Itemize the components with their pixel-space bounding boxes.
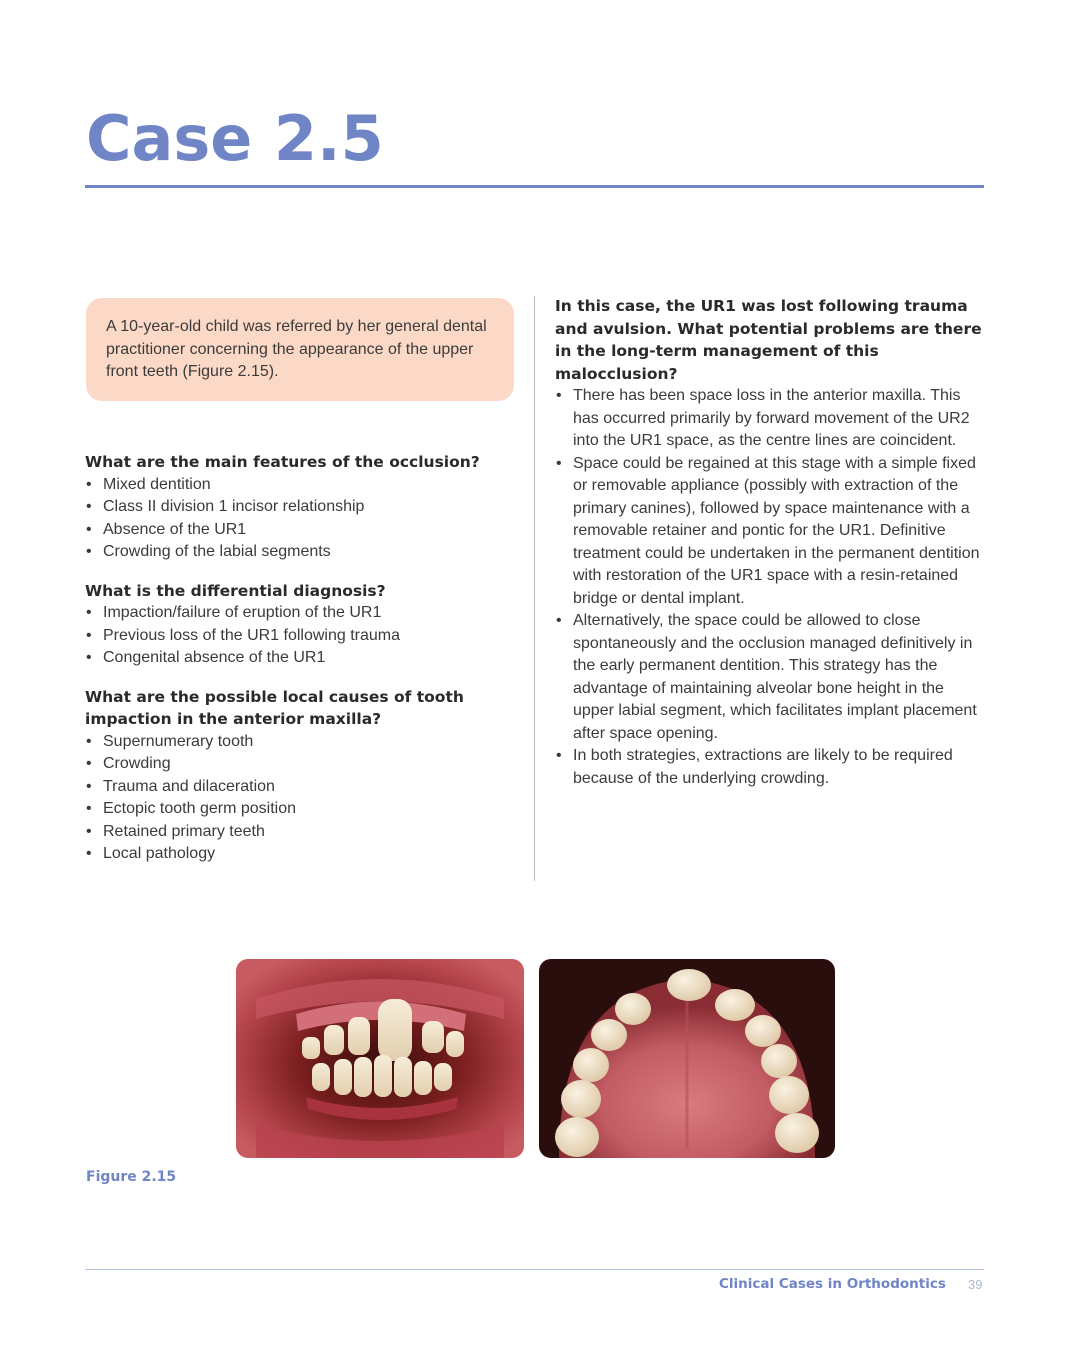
question-differential-diagnosis: What is the differential diagnosis? bbox=[85, 581, 386, 600]
list-item: • There has been space loss in the anterior maxilla. This has occurred primarily by forward movement of the UR2 into the UR1 space, as the centre lines are coincident. bbox=[555, 385, 987, 453]
list-item: • Alternatively, the space could be allowed to close spontaneously and the occlusion managed definitively in the early permanent dentition. This strategy has the advantage of maintaining alveolar bone height in the upper labial segment, which facilitates implant placement after space opening. bbox=[555, 610, 987, 745]
list-item: • Class II division 1 incisor relationship bbox=[85, 496, 525, 519]
list-item: • Local pathology bbox=[85, 843, 525, 866]
differential-diagnosis-list bbox=[85, 602, 525, 670]
list-item: • Mixed dentition bbox=[85, 474, 525, 497]
figure-caption: Figure 2.15 bbox=[86, 1169, 177, 1185]
frontal-intraoral-photo bbox=[236, 959, 524, 1158]
column-divider bbox=[534, 296, 535, 881]
list-item: • Space could be regained at this stage with a simple fixed or removable appliance (possibly with extraction of the primary canines), followed by space maintenance with a removable retainer and pontic for the UR1. Definitive treatment could be undertaken in the permanent dentition with restoration of the UR1 space with a resin-retained bridge or dental implant. bbox=[555, 453, 987, 611]
list-item: • Crowding of the labial segments bbox=[85, 541, 525, 564]
frontal-teeth-illustration bbox=[236, 959, 524, 1158]
question-long-term-problems: In this case, the UR1 was lost following trauma and avulsion. What potential problems are there in the long-term management of this malocclusion? bbox=[555, 297, 982, 383]
occlusal-intraoral-photo bbox=[539, 959, 835, 1158]
list-item: • Retained primary teeth bbox=[85, 821, 525, 844]
list-item: • In both strategies, extractions are likely to be required because of the underlying crowding. bbox=[555, 745, 987, 790]
list-item: • Crowding bbox=[85, 753, 525, 776]
list-item: • Congenital absence of the UR1 bbox=[85, 647, 525, 670]
footer-rule bbox=[85, 1269, 984, 1270]
local-causes-list bbox=[85, 731, 525, 866]
intro-text: A 10-year-old child was referred by her general dental practitioner concerning the appearance of the upper front teeth (Figure 2.15). bbox=[106, 318, 487, 380]
question-occlusion-features: What are the main features of the occlusion? bbox=[85, 453, 480, 471]
question-local-causes: What are the possible local causes of tooth impaction in the anterior maxilla? bbox=[85, 687, 464, 728]
left-column bbox=[85, 451, 525, 866]
list-item: • Ectopic tooth germ position bbox=[85, 798, 525, 821]
list-item: • Absence of the UR1 bbox=[85, 519, 525, 542]
case-title: Case 2.5 bbox=[86, 102, 384, 175]
occlusal-arch-illustration bbox=[539, 959, 835, 1158]
intro-box bbox=[86, 298, 514, 401]
footer-book-title: Clinical Cases in Orthodontics bbox=[719, 1276, 946, 1292]
list-item: • Impaction/failure of eruption of the UR1 bbox=[85, 602, 525, 625]
right-column bbox=[555, 295, 987, 790]
list-item: • Trauma and dilaceration bbox=[85, 776, 525, 799]
title-rule bbox=[85, 185, 984, 188]
occlusion-features-list bbox=[85, 474, 525, 564]
long-term-problems-list bbox=[555, 385, 987, 790]
list-item: • Previous loss of the UR1 following trauma bbox=[85, 625, 525, 648]
list-item: • Supernumerary tooth bbox=[85, 731, 525, 754]
page-number: 39 bbox=[968, 1277, 983, 1292]
